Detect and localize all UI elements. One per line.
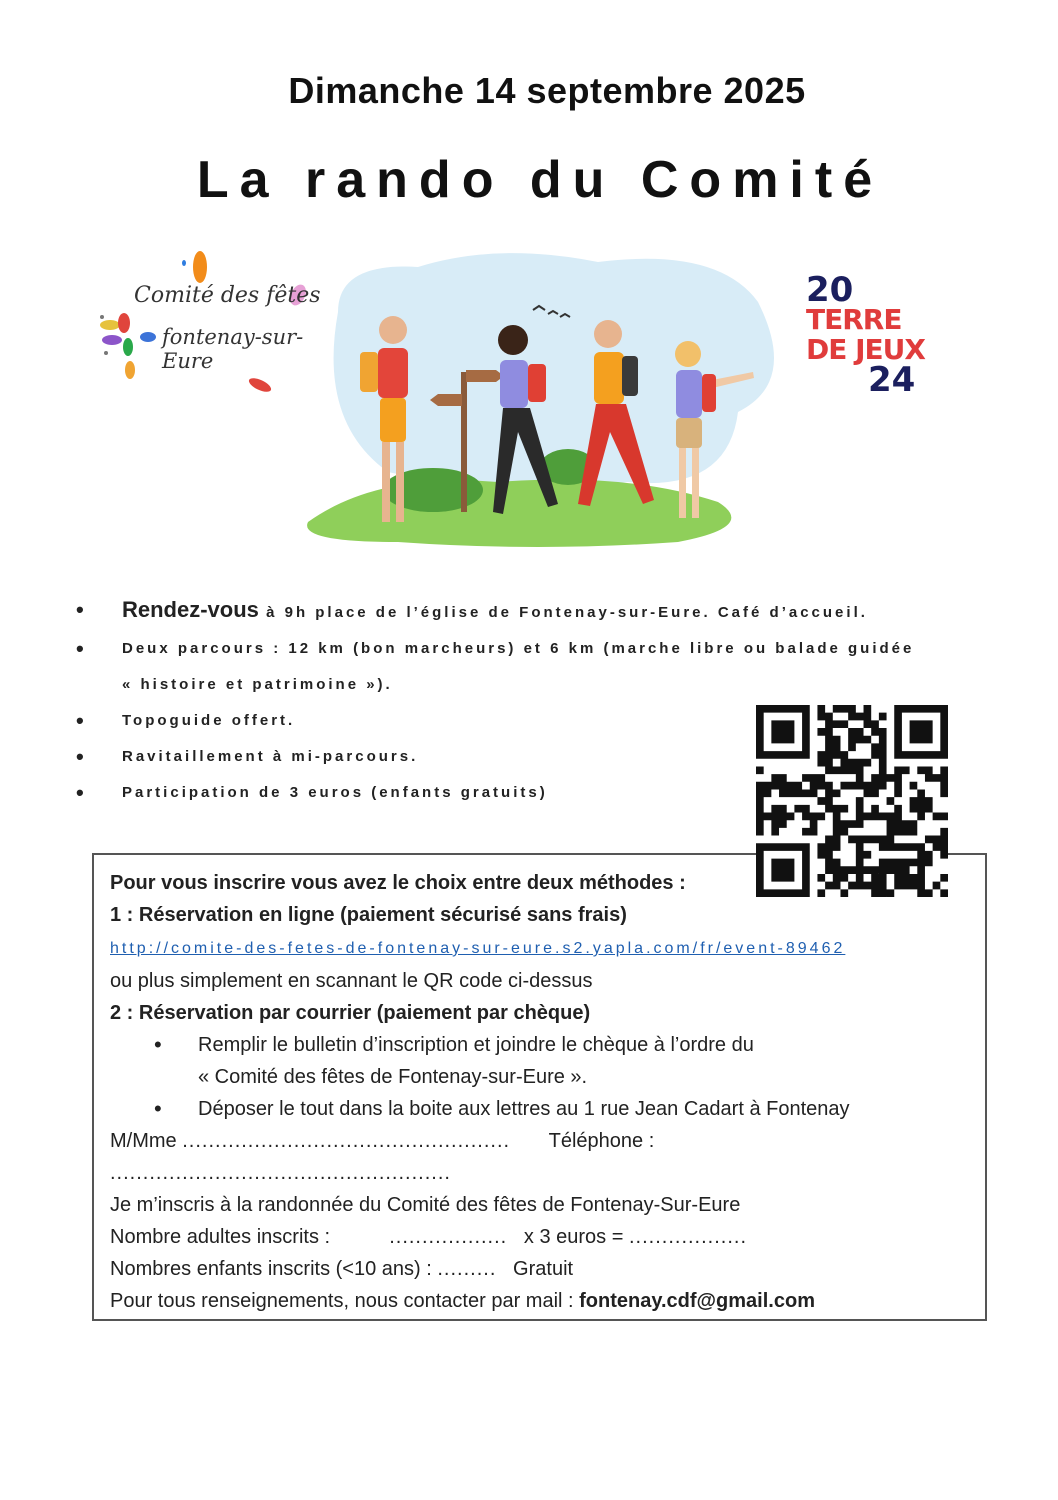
registration-box (92, 853, 987, 1321)
logo-line-1: Comité des fêtes (134, 283, 321, 308)
qr-instruction: ou plus simplement en scannant le QR code ci-dessus (110, 970, 593, 992)
step-fill-form-cont: « Comité des fêtes de Fontenay-sur-Eure ». (198, 1066, 588, 1088)
name-field[interactable]: .................................................. (182, 1130, 511, 1152)
event-date: Dimanche 14 septembre 2025 (288, 70, 806, 111)
contact-prefix: Pour tous renseignements, nous contacter par mail : (110, 1290, 574, 1312)
logo-year-bottom: 24 (868, 360, 916, 400)
enroll-statement: Je m’inscris à la randonnée du Comité des fêtes de Fontenay-Sur-Eure (110, 1194, 741, 1216)
name-phone-line (110, 1125, 970, 1189)
logo-word-terre: TERRE (806, 303, 902, 336)
adults-line (110, 1221, 970, 1253)
comite-logo (92, 245, 332, 395)
parcours-text: Deux parcours : 12 km (bon marcheurs) et 6 km (marche libre ou balade guidée « histoire et patrimoine »). (122, 640, 915, 693)
adults-count-field[interactable]: .................. (389, 1226, 508, 1248)
registration-link[interactable]: http://comite-des-fetes-de-fontenay-sur-eure.s2.yapla.com/fr/event-89462 (110, 940, 846, 957)
rendezvous-text: à 9h place de l’église de Fontenay-sur-Eure. Café d’accueil. (258, 604, 868, 621)
children-label: Nombres enfants inscrits (<10 ans) : (110, 1258, 432, 1280)
adults-multiplier: x 3 euros = (523, 1226, 624, 1248)
phone-field[interactable]: .................................................... (110, 1162, 451, 1184)
page-title: La rando du Comité (196, 151, 884, 209)
ravitaillement-text: Ravitaillement à mi-parcours. (122, 748, 419, 765)
rendezvous-lead: Rendez-vous (122, 597, 259, 622)
method-mail-heading: 2 : Réservation par courrier (paiement par chèque) (110, 1002, 591, 1024)
logo-word-de-jeux: DE JEUX (806, 333, 925, 366)
topoguide-text: Topoguide offert. (122, 712, 296, 729)
terre-de-jeux-logo (806, 270, 936, 400)
children-price: Gratuit (513, 1258, 574, 1280)
registration-intro: Pour vous inscrire vous avez le choix entre deux méthodes : (110, 872, 686, 894)
step-deposit: • Déposer le tout dans la boite aux lettres au 1 rue Jean Cadart à Fontenay (110, 1093, 970, 1125)
qr-code[interactable] (756, 705, 948, 897)
phone-label: Téléphone : (548, 1130, 655, 1152)
hikers-illustration (298, 242, 784, 562)
participation-text: Participation de 3 euros (enfants gratuits) (122, 784, 548, 801)
adults-total-field[interactable]: .................. (628, 1226, 748, 1248)
logo-line-2: fontenay-sur-Eure (162, 325, 304, 373)
list-item (76, 631, 922, 703)
children-line (110, 1253, 970, 1285)
logo-year-top: 20 (806, 270, 854, 310)
name-label: M/Mme (110, 1130, 177, 1152)
contact-email[interactable]: fontenay.cdf@gmail.com (579, 1290, 815, 1312)
children-count-field[interactable]: ......... (437, 1258, 497, 1280)
list-item (76, 592, 936, 631)
step-fill-form: • Remplir le bulletin d’inscription et joindre le chèque à l’ordre du (110, 1029, 970, 1061)
adults-label: Nombre adultes inscrits : (110, 1226, 331, 1248)
contact-line (110, 1285, 970, 1317)
method-online-heading: 1 : Réservation en ligne (paiement sécurisé sans frais) (110, 904, 627, 926)
